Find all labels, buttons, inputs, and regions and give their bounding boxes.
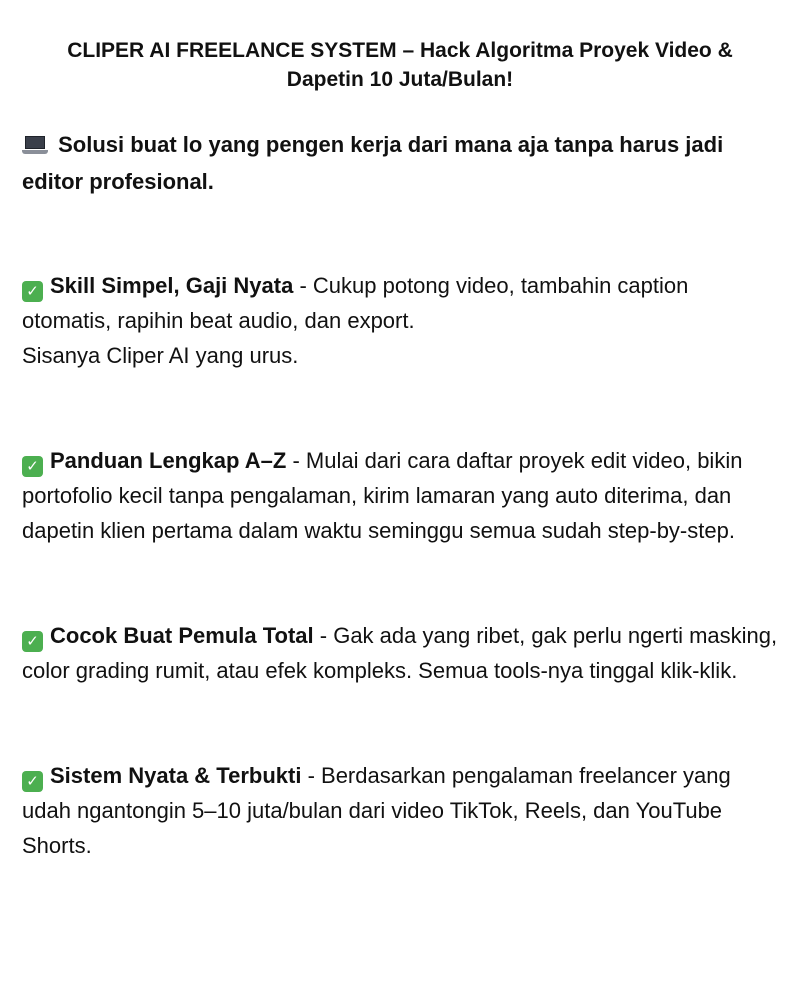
feature-separator: - (301, 763, 322, 788)
feature-extra: Sisanya Cliper AI yang urus. (22, 343, 299, 368)
feature-item (22, 443, 778, 548)
feature-item (22, 758, 778, 863)
feature-item (22, 618, 778, 688)
feature-body: Berdasarkan pengalaman freelancer yang udah ngantongin 5–10 juta/bulan dari video TikTok, Reels, dan YouTube Shorts. (22, 763, 731, 858)
laptop-icon (22, 136, 48, 154)
check-icon: ✓ (22, 281, 43, 302)
feature-title: Skill Simpel, Gaji Nyata (50, 273, 294, 298)
intro-paragraph (22, 126, 778, 200)
intro-text: Solusi buat lo yang pengen kerja dari mana aja tanpa harus jadi editor profesional. (22, 132, 724, 194)
feature-title: Sistem Nyata & Terbukti (50, 763, 302, 788)
check-icon: ✓ (22, 631, 43, 652)
feature-item (22, 268, 778, 373)
check-icon: ✓ (22, 456, 43, 477)
feature-body: Gak ada yang ribet, gak perlu ngerti masking, color grading rumit, atau efek kompleks. Semua tools-nya tinggal klik-klik. (22, 623, 778, 683)
feature-separator: - (286, 448, 306, 473)
feature-body: Mulai dari cara daftar proyek edit video, bikin portofolio kecil tanpa pengalaman, kirim lamaran yang auto diterima, dan dapetin klien pertama dalam waktu seminggu semua sudah step-by-step. (22, 448, 743, 543)
feature-title: Panduan Lengkap A–Z (50, 448, 287, 473)
feature-title: Cocok Buat Pemula Total (50, 623, 314, 648)
feature-separator: - (293, 273, 313, 298)
page-title: CLIPER AI FREELANCE SYSTEM – Hack Algoritma Proyek Video & Dapetin 10 Juta/Bulan! (67, 39, 733, 91)
feature-body: Cukup potong video, tambahin caption otomatis, rapihin beat audio, dan export. (22, 273, 689, 333)
check-icon: ✓ (22, 771, 43, 792)
feature-separator: - (313, 623, 334, 648)
